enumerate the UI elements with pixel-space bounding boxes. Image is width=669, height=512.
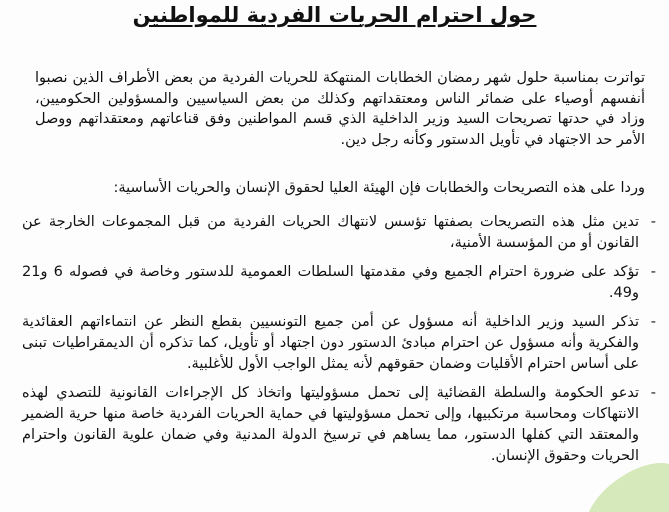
list-item (0, 212, 669, 254)
document-title: حول احترام الحريات الفردية للمواطنين (132, 3, 537, 27)
bullet-dash: - (650, 214, 656, 230)
list-item (0, 262, 669, 304)
list-item-text: تؤكد على ضرورة احترام الجميع وفي مقدمتها السلطات العمومية للدستور وخاصة في فصوله 6 و21 و49. (22, 264, 639, 301)
leaf-decoration-icon (539, 432, 669, 512)
bullet-dash: - (650, 385, 656, 401)
list-item-text: تدين مثل هذه التصريحات بصفتها تؤسس لانتهاك الحريات الفردية من قبل المجموعات الخارجة عن القانون أو من المؤسسة الأمنية، (22, 214, 639, 251)
bullet-dash: - (650, 314, 656, 330)
intro-paragraph: تواترت بمناسبة حلول شهر رمضان الخطابات المنتهكة للحريات الفردية من بعض الأطراف الذين نصبوا أنفسهم أوصياء على ضمائر الناس ومعتقداتهم وكذلك من بعض السياسيين والمسؤولين الحكوميين، وزاد في حدتها تصريحات السيد وزير الداخلية الذي قسم المواطنين وفق قناعاتهم ومعتقداتهم ووصل الأمر حد الاجتهاد في تأويل الدستور وكأنه رجل دين. (35, 70, 645, 148)
list-item-text: تدعو الحكومة والسلطة القضائية إلى تحمل مسؤوليتها واتخاذ كل الإجراءات القانونية للتصدي لهذه الانتهاكات ومحاسبة مرتكبيها، وإلى تحمل مسؤوليتها في حماية الحريات الفردية خاصة منها حرية الضمير والمعتقد التي كفلها الدستور، مما يساهم في ترسيخ الدولة المدنية وفي ضمان علوية القانون واحترام الحريات وحقوق الإنسان. (22, 385, 639, 464)
list-item (0, 312, 669, 375)
lead-paragraph: وردا على هذه التصريحات والخطابات فإن الهيئة العليا لحقوق الإنسان والحريات الأساسية: (113, 180, 645, 196)
bullet-dash: - (650, 264, 656, 280)
list-item-text: تذكر السيد وزير الداخلية أنه مسؤول عن أمن جميع التونسيين بقطع النظر عن انتماءاتهم العقائدية والفكرية وأنه مسؤول عن احترام مبادئ الدستور دون اجتهاد أو تأويل، كما تذكره أن الديمقراطيات تبنى على أساس احترام الأقليات وضمان حقوقهم لأنه يمثل الواجب الأول للأغلبية. (22, 314, 639, 372)
